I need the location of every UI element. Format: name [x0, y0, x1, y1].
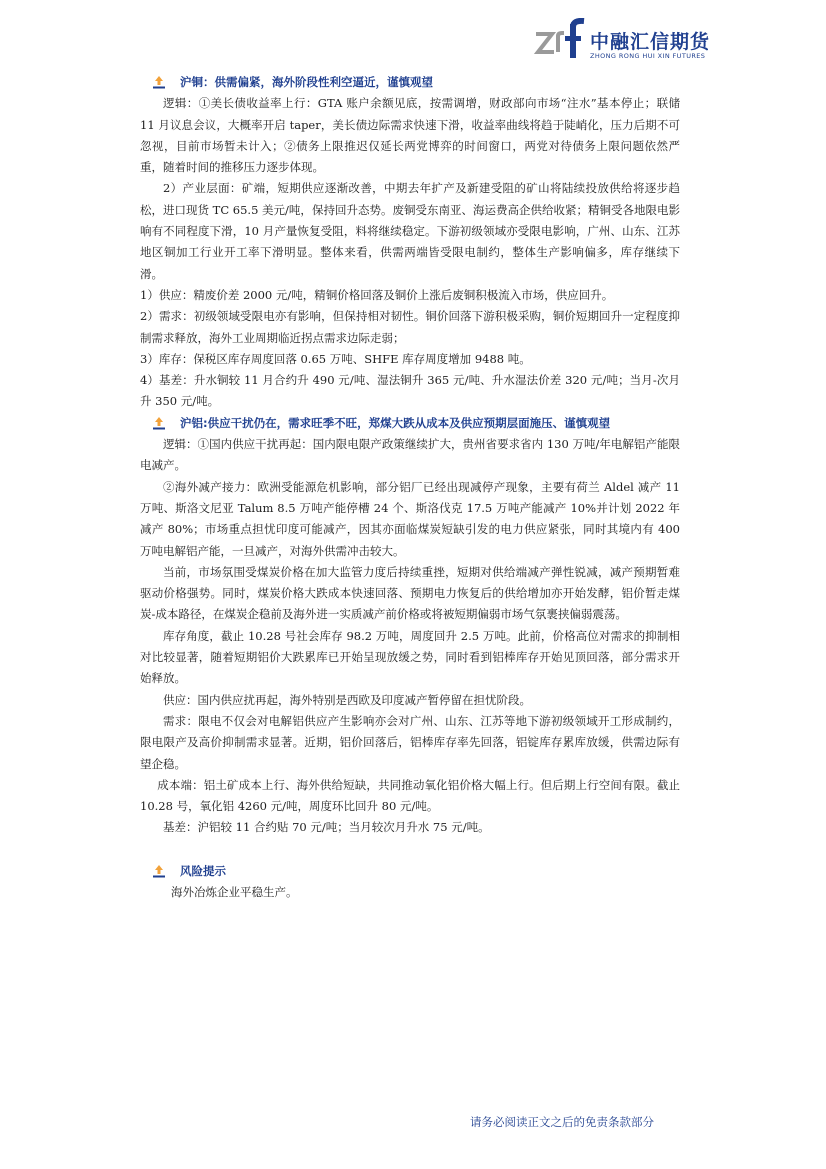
paragraph: 库存角度，截止 10.28 号社会库存 98.2 万吨，周度回升 2.5 万吨。此前，价格高位对需求的抑制相对比较显著，随着短期铝价大跌累库已开始呈现放缓之势，同时看到铝棒库存开始见顶回落，部分需求开始释放。 [140, 628, 680, 686]
paragraph: 供应：国内供应扰再起，海外特别是西欧及印度减产暂停留在担忧阶段。 [163, 692, 531, 707]
paragraph: 当前，市场氛围受煤炭价格在加大监管力度后持续重挫，短期对供给端减产弹性锐减，减产预期暂难驱动价格强势。同时，煤炭价格大跌成本快速回落、预期电力恢复后的供给增加亦开始发酵，铝价暂走煤炭-成本路径，在煤炭企稳前及海外进一实质减产前价格或将被短期偏弱市场气氛裹挟偏弱震荡。 [140, 564, 680, 622]
paragraph: 3）库存：保税区库存周度回落 0.65 万吨、SHFE 库存周度增加 9488 吨。 [140, 351, 531, 366]
paragraph: 逻辑：①国内供应干扰再起：国内限电限产政策继续扩大，贵州省要求省内 130 万吨/年电解铝产能限电减产。 [140, 437, 680, 473]
section-heading-copper [140, 72, 680, 93]
report-body [140, 72, 680, 903]
paragraph: 1）供应：精废价差 2000 元/吨，精铜价格回落及铜价上涨后废铜积极流入市场，供应回升。 [140, 287, 614, 302]
logo-chinese-name: 中融汇信期货 [590, 31, 711, 53]
paragraph: 需求：限电不仅会对电解铝供应产生影响亦会对广州、山东、江苏等地下游初级领域开工形成制约，限电限产及高价抑制需求显著。近期，铝价回落后，铝棒库存率先回落，铝锭库存累库放缓，供需边际有望企稳。 [140, 713, 680, 771]
paragraph: 成本端：铝土矿成本上行、海外供给短缺，共同推动氧化铝价格大幅上行。但后期上行空间有限。截止 10.28 号，氧化铝 4260 元/吨，周度环比回升 80 元/吨。 [140, 777, 680, 814]
paragraph: 2）产业层面：矿端，短期供应逐渐改善，中期去年扩产及新建受阻的矿山将陆续投放供给将逐步趋松，进口现货 TC 65.5 美元/吨，保持回升态势。废铜受东南亚、海运费高企供给收紧；精铜受各地限电影响有不同程度下滑，10 月产量恢复受阻，料将继续稳定。下游初级领域亦受限电影响，广州、山东、江苏地区铜加工行业开工率下滑明显。整体来看，供需两端皆受限电制约，整体生产影响偏多，库存继续下滑。 [140, 181, 680, 281]
paragraph: 逻辑：①美长债收益率上行：GTA 账户余额见底，按需调增，财政部向市场“注水”基本停止；联储 11 月议息会议，大概率开启 taper，美长债边际需求快速下滑，收益率曲线将趋于陡峭化，压力后期不可忽视，目前市场暂未计入；②债务上限推迟仅延长两党博弈的时间窗口，两党对待债务上限问题依然严重，随着时间的推移压力逐步体现。 [140, 96, 680, 175]
company-logo [532, 18, 722, 62]
paragraph: ②海外减产接力：欧洲受能源危机影响，部分铝厂已经出现减停产现象，主要有荷兰 Aldel 减产 11 万吨、斯洛文尼亚 Talum 8.5 万吨产能停槽 24 个、斯洛伐克 17.5 万吨产能减产 10%并计划 2022 年减产 80%；市场重点担忧印度可能减产，因其亦面临煤炭短缺引发的电力供应紧张，同时其境内有 400 万吨电解铝产能，一旦减产，对海外供需冲击较大。 [140, 479, 680, 558]
paragraph: 2）需求：初级领域受限电亦有影响，但保持相对韧性。铜价回落下游积极采购，铜价短期回升一定程度抑制需求释放，海外工业周期临近拐点需求边际走弱； [140, 309, 680, 345]
section-heading-aluminum [140, 413, 680, 434]
section-heading-risk [140, 861, 680, 882]
arrow-bullet-icon [152, 417, 166, 430]
arrow-bullet-icon [152, 76, 166, 89]
logo-english-name: ZHONG RONG HUI XIN FUTURES [590, 52, 706, 60]
zrf-logo-icon [532, 18, 586, 62]
section-title: 沪铝:供应干扰仍在，需求旺季不旺，郑煤大跌从成本及供应预期层面施压、谨慎观望 [180, 415, 611, 430]
paragraph: 基差：沪铝较 11 合约贴 70 元/吨；当月较次月升水 75 元/吨。 [163, 820, 490, 835]
paragraph: 海外冶炼企业平稳生产。 [171, 884, 298, 899]
section-title: 风险提示 [180, 863, 226, 878]
paragraph: 4）基差：升水铜较 11 月合约升 490 元/吨、湿法铜升 365 元/吨、升水湿法价差 320 元/吨；当月-次月升 350 元/吨。 [140, 373, 680, 409]
section-title: 沪铜：供需偏紧，海外阶段性利空逼近，谨慎观望 [180, 75, 433, 89]
disclaimer-footer: 请务必阅读正文之后的免责条款部分 [470, 1115, 654, 1129]
arrow-bullet-icon [152, 865, 166, 878]
